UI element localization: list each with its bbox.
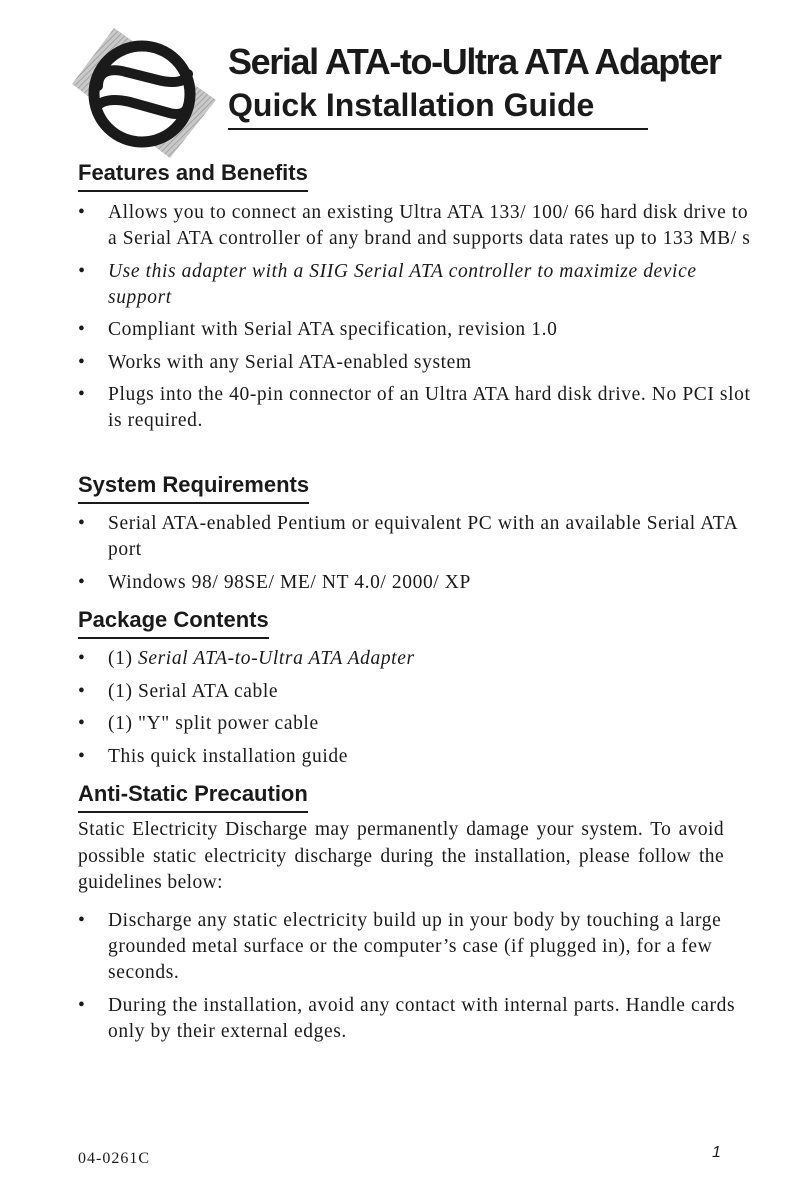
list-item: • Works with any Serial ATA-enabled system (78, 350, 758, 376)
requirements-list (78, 511, 758, 602)
features-list (78, 200, 758, 441)
list-item: • This quick installation guide (78, 744, 758, 770)
siig-logo (70, 22, 220, 162)
section-heading-requirements: System Requirements (78, 471, 309, 504)
package-list (78, 646, 758, 776)
section-heading-features: Features and Benefits (78, 159, 308, 192)
list-item: • Allows you to connect an existing Ultra ATA 133/ 100/ 66 hard disk drive to a Serial ATA controller of any brand and supports data rates up to 133 MB/ s (78, 200, 758, 252)
section-heading-package: Package Contents (78, 606, 269, 639)
list-item (78, 646, 758, 672)
antistatic-list (78, 908, 758, 1051)
antistatic-paragraph: Static Electricity Discharge may permanently damage your system. To avoid possible static electricity discharge during the installation, please follow the guidelines below: (78, 819, 724, 893)
list-item: • During the installation, avoid any contact with internal parts. Handle cards only by their external edges. (78, 993, 758, 1045)
page-number: 1 (712, 1144, 721, 1161)
list-item: • Use this adapter with a SIIG Serial ATA controller to maximize device support (78, 259, 758, 311)
list-item: • Compliant with Serial ATA specification, revision 1.0 (78, 317, 758, 343)
list-item: • Serial ATA-enabled Pentium or equivalent PC with an available Serial ATA port (78, 511, 758, 563)
title-product-name: Serial ATA-to-Ultra ATA Adapter (228, 41, 721, 82)
list-item: • (1) Serial ATA cable (78, 679, 758, 705)
item-product-name: Serial ATA-to-Ultra ATA Adapter (138, 648, 415, 669)
title-guide-name: Quick Installation Guide (228, 87, 595, 123)
section-heading-antistatic: Anti-Static Precaution (78, 780, 308, 813)
list-item: • Plugs into the 40-pin connector of an Ultra ATA hard disk drive. No PCI slot is required. (78, 382, 758, 434)
title-underline (228, 128, 648, 130)
document-code: 04-0261C (78, 1150, 150, 1167)
list-item: • Discharge any static electricity build up in your body by touching a large grounded metal surface or the computer’s case (if plugged in), for a few seconds. (78, 908, 758, 986)
item-prefix: (1) (108, 648, 139, 669)
list-item: • (1) "Y" split power cable (78, 711, 758, 737)
list-item: • Windows 98/ 98SE/ ME/ NT 4.0/ 2000/ XP (78, 570, 758, 596)
